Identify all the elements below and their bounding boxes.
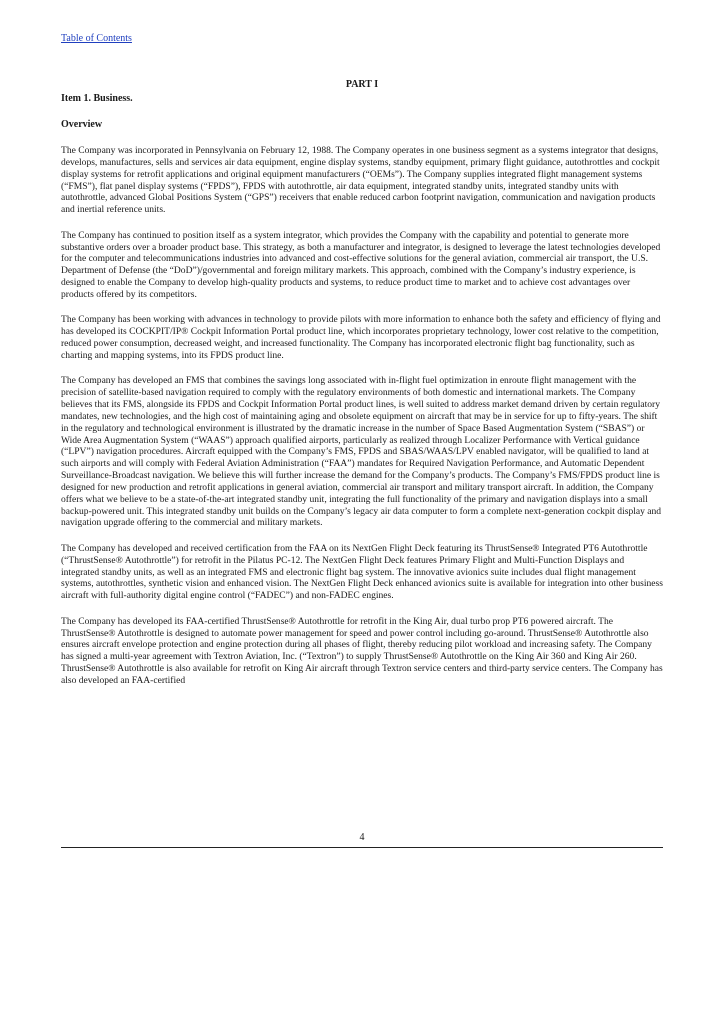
paragraph-incorporation: The Company was incorporated in Pennsylvania on February 12, 1988. The Company operates in one business segment as a systems integrator that designs, develops, manufactures, sells and services air data equipment, engine display systems, standby equipment, primary flight guidance, autothrottles and cockpit display systems for retrofit applications and original equipment manufacturers (“OEMs”). The Company supplies integrated flight management systems (“FMS”), flat panel display systems (“FPDS”), FPDS with autothrottle, air data equipment, integrated standby units, integrated standby units with autothrottle, advanced Global Positions System (“GPS”) receivers that enable reduced carbon footprint navigation, communication and navigation products and inertial reference units.: [61, 145, 660, 216]
body-text: [61, 145, 663, 700]
part-heading: PART I: [345, 79, 379, 90]
page-divider: [61, 847, 663, 848]
document-page: [61, 0, 663, 1024]
paragraph-fms: The Company has developed an FMS that combines the savings long associated with in-flight fuel optimization in enroute flight management with the precision of satellite-based navigation required to comply with the regulatory environments of both domestic and international markets. The Company believes that its FMS, alongside its FPDS and Cockpit Information Portal product lines, is well suited to address market demand driven by certain regulatory mandates, new technologies, and the high cost of maintaining aging and obsolete equipment on aircraft that may be in service for up to fifty-years. The shift in the regulatory and technological environment is illustrated by the dramatic increase in the number of Space Based Augmentation System (“SBAS”) or Wide Area Augmentation System (“WAAS”) approach qualified airports, particularly as realized through Localizer Performance with Vertical guidance (“LPV”) navigation procedures. Aircraft equipped with the Company’s FMS, FPDS and SBAS/WAAS/LPV enabled navigator, will be qualified to land at such airports and will comply with Federal Aviation Administration (“FAA”) mandates for Required Navigation Performance, and Automatic Dependent Surveillance-Broadcast navigation. We believe this will further increase the demand for the Company’s products. The Company’s FMS/FPDS product line is designed for new production and retrofit applications in general aviation, commercial air transport and military transport aircraft. In addition, the Company offers what we believe to be a state-of-the-art integrated standby unit, integrating the full functionality of the primary and navigation displays into a small backup-powered unit. This integrated standby unit builds on the Company’s legacy air data computer to form a complete next-generation cockpit display and navigation upgrade offering to the commercial and military markets.: [61, 375, 662, 529]
section-heading: Overview: [61, 119, 103, 130]
table-of-contents-link[interactable]: Table of Contents: [61, 33, 132, 44]
paragraph-system-integrator: The Company has continued to position itself as a system integrator, which provides the Company with the capability and potential to generate more substantive orders over a broader product base. This strategy, as both a manufacturer and integrator, is designed to leverage the latest technologies developed for the computer and telecommunications industries into advanced and cost-effective solutions for the general aviation, commercial air transport, the U.S. Department of Defense (the “DoD”)/governmental and foreign military markets. This approach, combined with the Company’s industry experience, is designed to enable the Company to develop high-quality products and systems, to reduce product time to market and to achieve cost advantages over products offered by its competitors.: [61, 229, 661, 300]
item-heading: Item 1. Business.: [61, 93, 133, 104]
page-number: 4: [359, 832, 365, 843]
paragraph-cockpit-ip: The Company has been working with advances in technology to provide pilots with more information to enhance both the safety and efficiency of flying and has developed its COCKPIT/IP® Cockpit Information Portal product line, which incorporates proprietary technology, lower cost relative to the competition, reduced power consumption, decreased weight, and increased functionality. The Company has incorporated electronic flight bag functionality, such as charting and mapping systems, into its FPDS product line.: [61, 314, 661, 361]
paragraph-thrustsense: The Company has developed its FAA-certified ThrustSense® Autothrottle for retrofit in the King Air, dual turbo prop PT6 powered aircraft. The ThrustSense® Autothrottle is designed to automate power management for speed and power control including go-around. ThrustSense® Autothrottle also ensures aircraft envelope protection and engine protection during all phases of flight, thereby reducing pilot workload and increasing safety. The Company has signed a multi-year agreement with Textron Aviation, Inc. (“Textron”) to supply ThrustSense® Autothrottle on the King Air 360 and King Air 260. ThrustSense® Autothrottle is also available for retrofit on King Air aircraft through Textron service centers and third-party service centers. The Company has also developed an FAA-certified: [61, 615, 663, 686]
paragraph-nextgen-flight-deck: The Company has developed and received certification from the FAA on its NextGen Flight Deck featuring its ThrustSense® Integrated PT6 Autothrottle (“ThrustSense® Autothrottle”) for retrofit in the Pilatus PC-12. The NextGen Flight Deck features Primary Flight and Multi-Function Displays and integrated standby units, as well as an integrated FMS and electronic flight bag system. The innovative avionics suite includes dual flight management systems, autothrottles, synthetic vision and enhanced vision. The NextGen Flight Deck enhanced avionics suite is available for integration into other business aircraft with full-authority digital engine control (“FADEC”) and non-FADEC engines.: [61, 542, 663, 602]
